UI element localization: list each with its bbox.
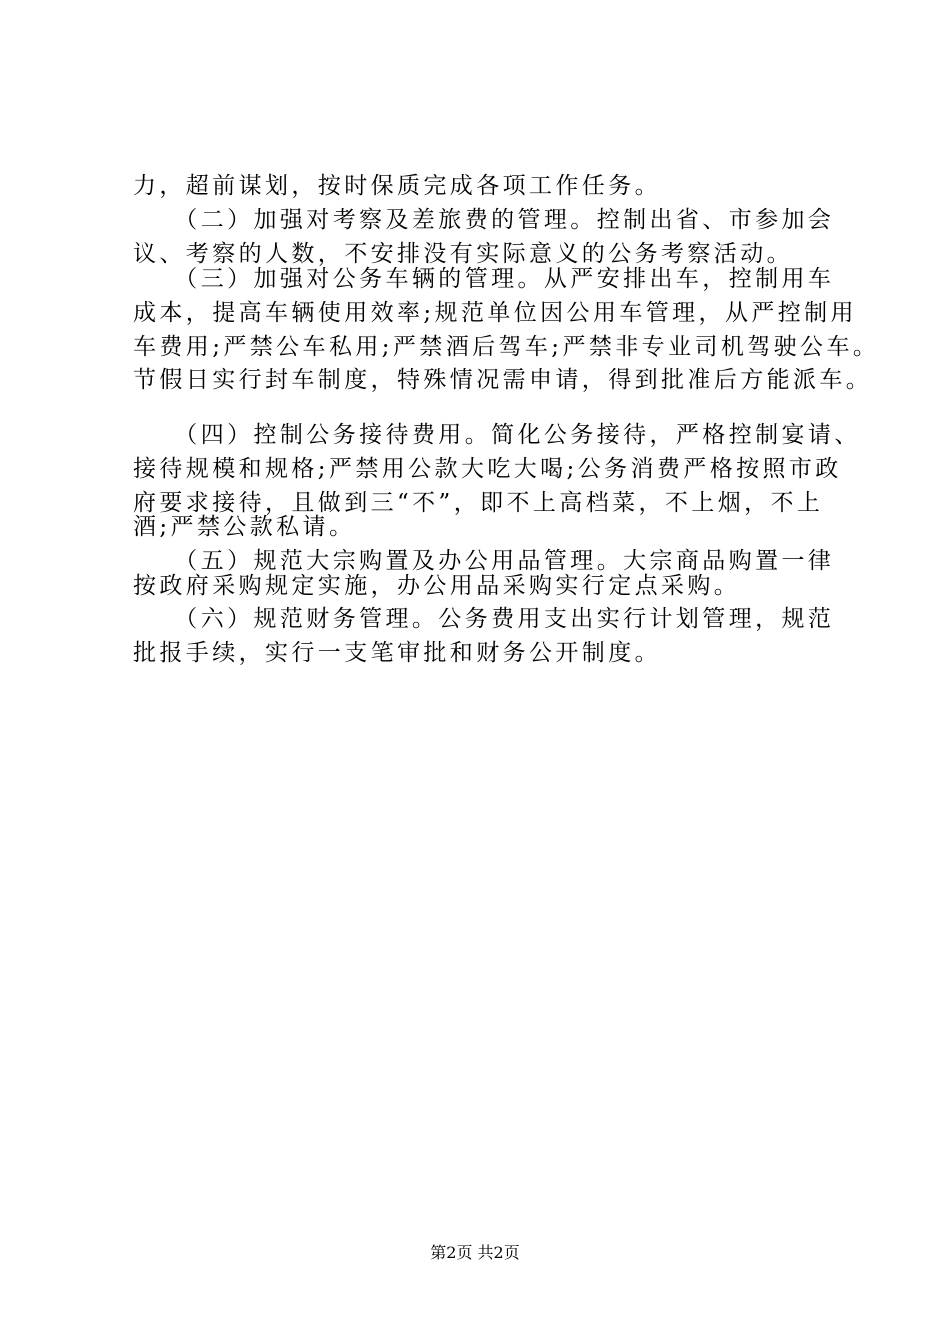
body-line: 府要求接待，且做到三“不”，即不上高档菜，不上烟，不上 <box>133 490 824 516</box>
body-line: 力，超前谋划，按时保质完成各项工作任务。 <box>133 173 661 199</box>
body-line: （四）控制公务接待费用。简化公务接待，严格控制宴请、 <box>133 422 861 448</box>
body-line: 接待规模和规格;严禁用公款大吃大喝;公务消费严格按照市政 <box>133 456 842 482</box>
body-line: （五）规范大宗购置及办公用品管理。大宗商品购置一律 <box>133 548 835 574</box>
body-line: 批报手续，实行一支笔审批和财务公开制度。 <box>133 640 661 666</box>
page-number-footer: 第2页 共2页 <box>430 1243 520 1262</box>
body-line: 车费用;严禁公车私用;严禁酒后驾车;严禁非专业司机驾驶公车。 <box>133 334 880 360</box>
body-line: 议、考察的人数，不安排没有实际意义的公务考察活动。 <box>133 241 793 267</box>
body-line: （三）加强对公务车辆的管理。从严安排出车，控制用车 <box>133 266 835 292</box>
body-line: 节假日实行封车制度，特殊情况需申请，得到批准后方能派车。 <box>133 367 873 393</box>
body-line: 按政府采购规定实施，办公用品采购实行定点采购。 <box>133 573 741 599</box>
body-line: 酒;严禁公款私请。 <box>133 514 356 540</box>
body-line: （六）规范财务管理。公务费用支出实行计划管理，规范 <box>133 606 835 632</box>
body-line: 成本，提高车辆使用效率;规范单位因公用车管理，从严控制用 <box>133 300 857 326</box>
body-line: （二）加强对考察及差旅费的管理。控制出省、市参加会 <box>133 207 835 233</box>
